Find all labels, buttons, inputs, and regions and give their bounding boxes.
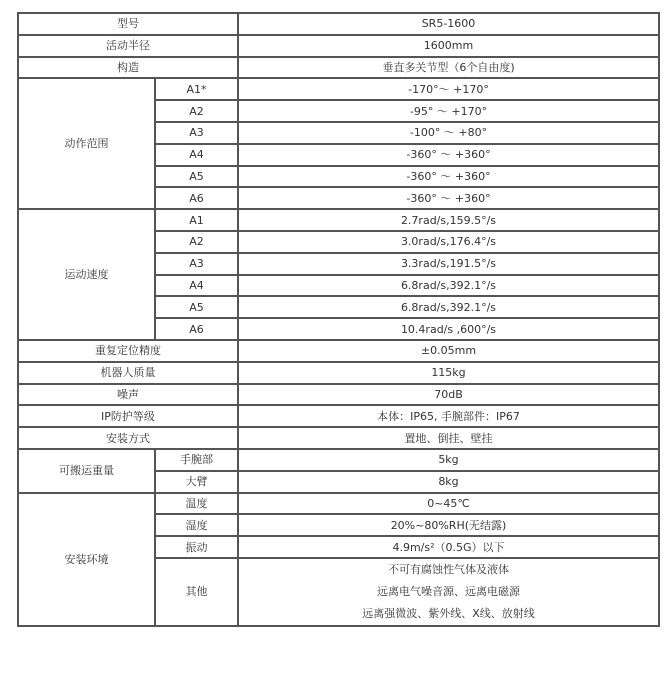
spec-value: -100° ～ +80° (238, 122, 659, 144)
spec-row-structure (18, 57, 659, 79)
spec-value: 垂直多关节型（6个自由度) (238, 57, 659, 79)
spec-value: 置地、倒挂、壁挂 (238, 427, 659, 449)
spec-row-env (18, 493, 659, 515)
spec-value: 本体：IP65, 手腕部件：IP67 (238, 405, 659, 427)
sub-label: 湿度 (155, 514, 238, 536)
sub-label: A5 (155, 166, 238, 188)
group-label: 可搬运重量 (18, 449, 155, 493)
spec-value: -95° ～ +170° (238, 100, 659, 122)
spec-value: ±0.05mm (238, 340, 659, 362)
spec-value: 4.9m/s²（0.5G）以下 (238, 536, 659, 558)
spec-row-model (18, 13, 659, 35)
spec-label: 活动半径 (18, 35, 238, 57)
sub-label: 手腕部 (155, 449, 238, 471)
spec-row-payload (18, 449, 659, 471)
spec-row-range (18, 78, 659, 100)
sub-label: 其他 (155, 558, 238, 626)
sub-label: 振动 (155, 536, 238, 558)
sub-label: A4 (155, 275, 238, 297)
spec-label: 重复定位精度 (18, 340, 238, 362)
other-line: 不可有腐蚀性气体及液体 (388, 562, 509, 576)
spec-row-repeat (18, 340, 659, 362)
spec-row-mass (18, 362, 659, 384)
spec-label: 机器人质量 (18, 362, 238, 384)
sub-label: A3 (155, 122, 238, 144)
sub-label: A2 (155, 231, 238, 253)
spec-value: -170°～ +170° (238, 78, 659, 100)
group-label: 动作范围 (18, 78, 155, 209)
spec-value: 70dB (238, 384, 659, 406)
sub-label: A5 (155, 296, 238, 318)
other-line: 远离电气噪音源、远离电磁源 (377, 584, 520, 598)
sub-label: A3 (155, 253, 238, 275)
sub-label: A6 (155, 318, 238, 340)
sub-label: A2 (155, 100, 238, 122)
spec-value: 8kg (238, 471, 659, 493)
spec-value: -360° ～ +360° (238, 187, 659, 209)
spec-value: SR5-1600 (238, 13, 659, 35)
spec-row-reach (18, 35, 659, 57)
spec-value: 5kg (238, 449, 659, 471)
spec-label: IP防护等级 (18, 405, 238, 427)
sub-label: A6 (155, 187, 238, 209)
spec-value: 6.8rad/s,392.1°/s (238, 296, 659, 318)
spec-label: 构造 (18, 57, 238, 79)
group-label: 安装环境 (18, 493, 155, 626)
group-label: 运动速度 (18, 209, 155, 340)
sub-label: A1* (155, 78, 238, 100)
spec-value: 3.0rad/s,176.4°/s (238, 231, 659, 253)
spec-value: 3.3rad/s,191.5°/s (238, 253, 659, 275)
spec-value: 2.7rad/s,159.5°/s (238, 209, 659, 231)
spec-value: -360° ～ +360° (238, 166, 659, 188)
spec-row-noise (18, 384, 659, 406)
sub-label: A4 (155, 144, 238, 166)
sub-label: 大臂 (155, 471, 238, 493)
spec-value: 1600mm (238, 35, 659, 57)
spec-value: 0~45℃ (238, 493, 659, 515)
spec-label: 型号 (18, 13, 238, 35)
spec-label: 噪声 (18, 384, 238, 406)
spec-label: 安装方式 (18, 427, 238, 449)
spec-value: 6.8rad/s,392.1°/s (238, 275, 659, 297)
sub-label: 温度 (155, 493, 238, 515)
spec-value: -360° ～ +360° (238, 144, 659, 166)
spec-value: 115kg (238, 362, 659, 384)
spec-value (238, 558, 659, 626)
spec-row-ip (18, 405, 659, 427)
spec-row-speed (18, 209, 659, 231)
spec-table (17, 12, 660, 627)
sub-label: A1 (155, 209, 238, 231)
spec-row-mount (18, 427, 659, 449)
other-line: 远离强微波、紫外线、X线、放射线 (362, 606, 535, 620)
spec-value: 20%~80%RH(无结露) (238, 514, 659, 536)
spec-value: 10.4rad/s ,600°/s (238, 318, 659, 340)
